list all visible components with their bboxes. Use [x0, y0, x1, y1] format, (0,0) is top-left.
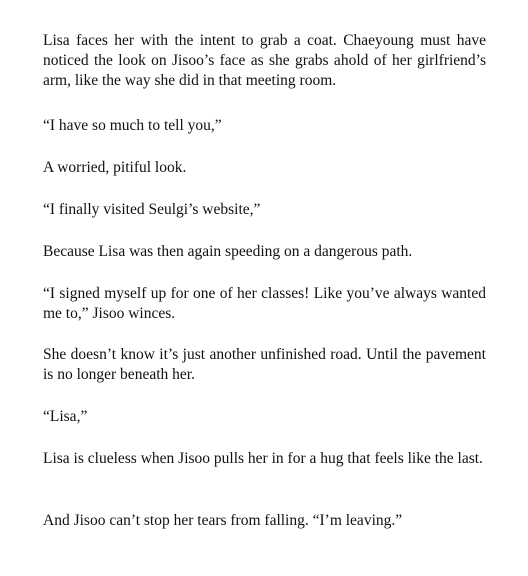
paragraph-1: Lisa faces her with the intent to grab a coat. Chaeyoung must have noticed the look on Jisoo’s face as she grabs ahold of her girlfriend’s arm, like the way she did in that meeting room.: [43, 32, 486, 89]
paragraph-8: “Lisa,”: [43, 408, 88, 425]
paragraph-6: “I signed myself up for one of her classes! Like you’ve always wanted me to,” Jisoo winces.: [43, 285, 486, 322]
paragraph-2: “I have so much to tell you,”: [43, 117, 222, 134]
paragraph-4: “I finally visited Seulgi’s website,”: [43, 201, 261, 218]
paragraph-10: And Jisoo can’t stop her tears from falling. “I’m leaving.”: [43, 512, 403, 529]
paragraph-3: A worried, pitiful look.: [43, 159, 187, 176]
paragraph-9: Lisa is clueless when Jisoo pulls her in for a hug that feels like the last.: [43, 450, 483, 467]
paragraph-5: Because Lisa was then again speeding on a dangerous path.: [43, 243, 413, 260]
paragraph-7: She doesn’t know it’s just another unfinished road. Until the pavement is no longer beneath her.: [43, 346, 486, 383]
